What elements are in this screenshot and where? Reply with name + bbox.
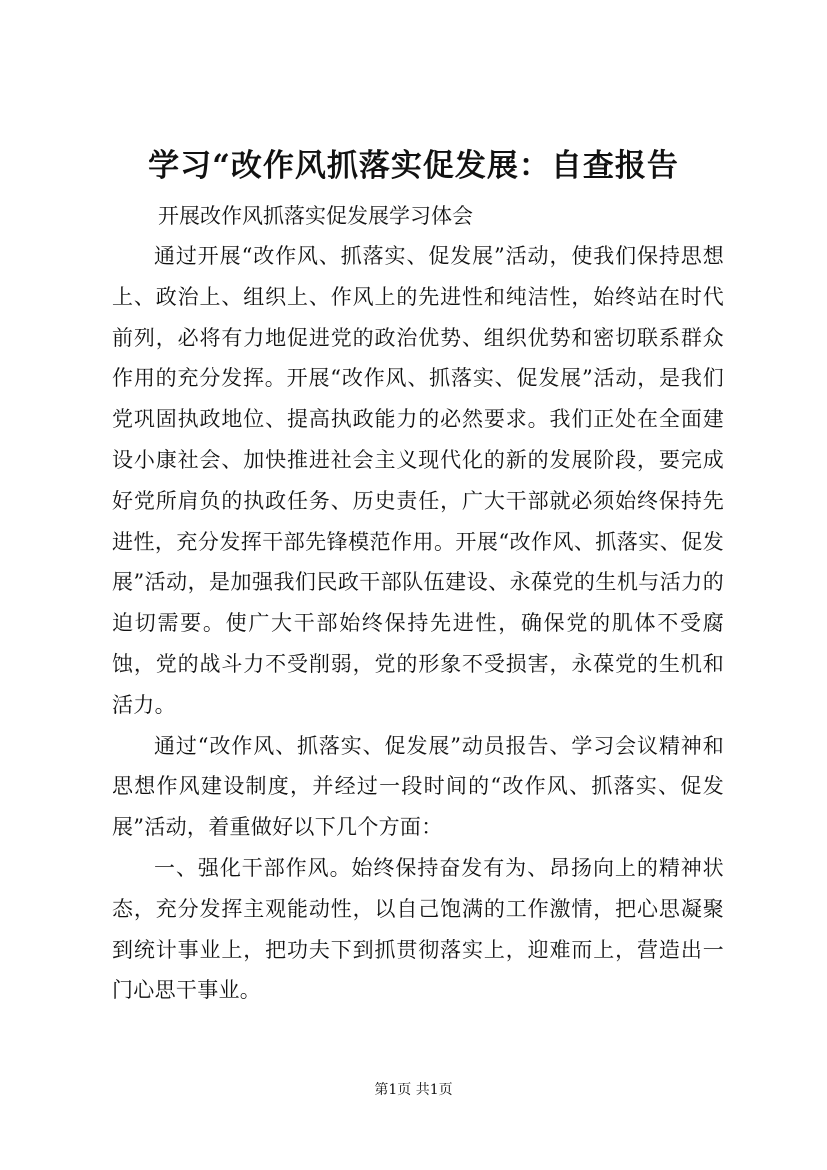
page-footer: 第1页 共1页 [374,1082,453,1098]
body-paragraph: 通过开展“改作风、抓落实、促发展”活动，使我们保持思想上、政治上、组织上、作风上的先进性和纯洁性，始终站在时代前列，必将有力地促进党的政治优势、组织优势和密切联系群众作用的充分发挥。开展“改作风、抓落实、促发展”活动，是我们党巩固执政地位、提高执政能力的必然要求。我们正处在全面建设小康社会、加快推进社会主义现代化的新的发展阶段，要完成好党所肩负的执政任务、历史责任，广大干部就必须始终保持先进性，充分发挥干部先锋模范作用。开展“改作风、抓落实、促发展”活动，是加强我们民政干部队伍建设、永葆党的生机与活力的迫切需要。使广大干部始终保持先进性，确保党的肌体不受腐蚀，党的战斗力不受削弱，党的形象不受损害，永葆党的生机和活力。 [112,244,724,717]
body-paragraph: 通过“改作风、抓落实、促发展”动员报告、学习会议精神和思想作风建设制度，并经过一段时间的“改作风、抓落实、促发展”活动，着重做好以下几个方面： [112,733,724,840]
document-body [112,236,724,1011]
document-title: 学习“改作风抓落实促发展：自查报告 [148,148,679,184]
body-paragraph: 一、强化干部作风。始终保持奋发有为、昂扬向上的精神状态，充分发挥主观能动性，以自己饱满的工作激情，把心思凝聚到统计事业上，把功夫下到抓贯彻落实上，迎难而上，营造出一门心思干事业。 [112,855,724,1003]
document-subtitle: 开展改作风抓落实促发展学习体会 [158,204,473,228]
